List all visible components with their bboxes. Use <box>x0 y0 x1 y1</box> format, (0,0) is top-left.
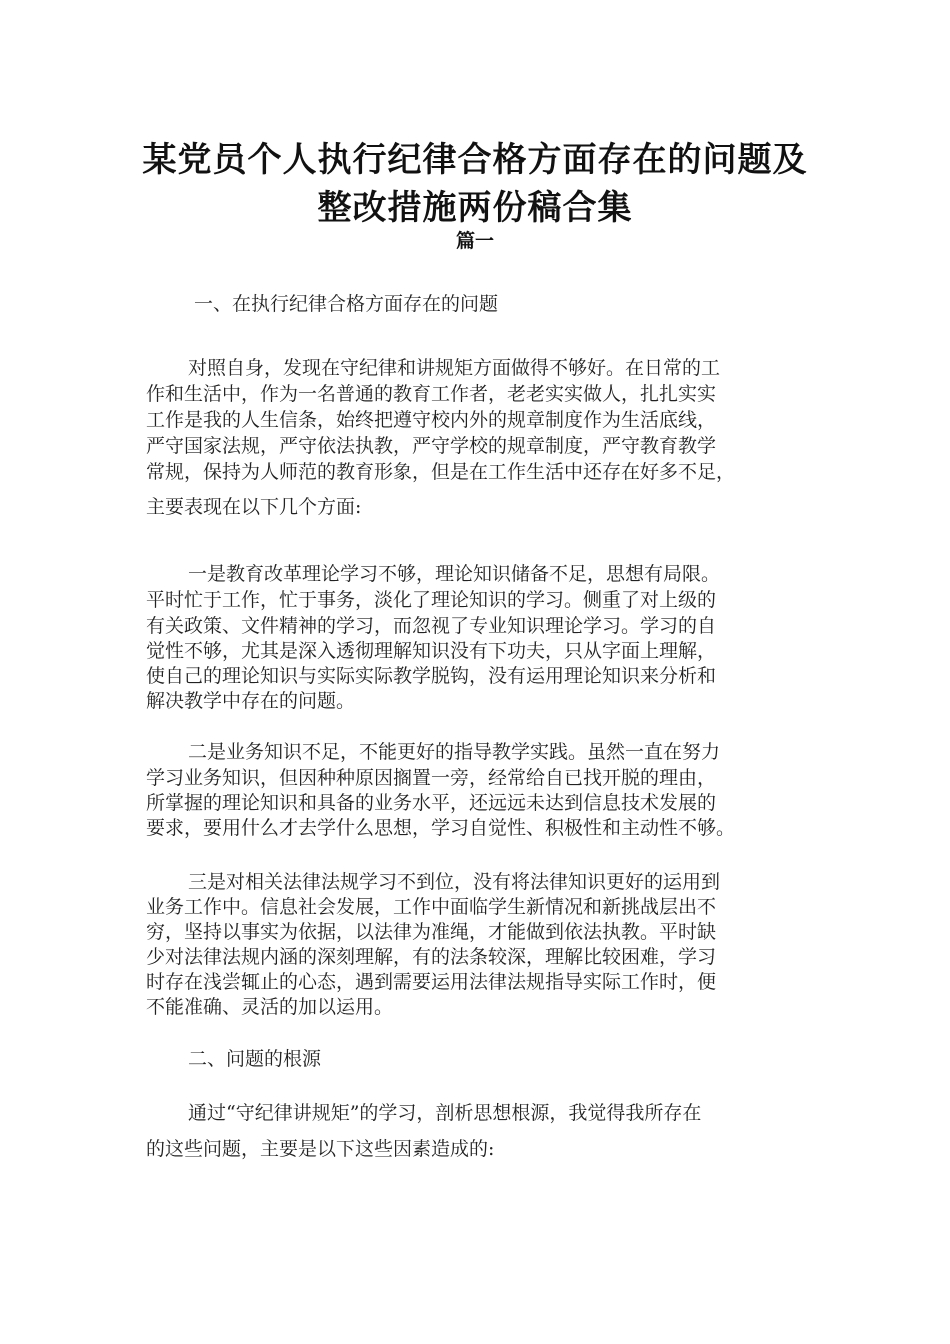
document-title-line-2: 整改措施两份稿合集 <box>317 188 633 228</box>
paragraph-2-line: 有关政策、文件精神的学习，而忽视了专业知识理论学习。学习的自 <box>146 615 717 637</box>
paragraph-3-line: 二是业务知识不足，不能更好的指导教学实践。虽然一直在努力 <box>188 741 721 763</box>
paragraph-1-line: 作和生活中，作为一名普通的教育工作者，老老实实做人，扎扎实实 <box>146 383 717 405</box>
section-2-heading: 二、问题的根源 <box>188 1048 322 1070</box>
paragraph-2-line: 一是教育改革理论学习不够，理论知识储备不足，思想有局限。 <box>188 563 721 585</box>
paragraph-5-line: 的这些问题，主要是以下这些因素造成的: <box>146 1138 495 1160</box>
paragraph-1-line: 工作是我的人生信条，始终把遵守校内外的规章制度作为生活底线， <box>146 409 717 431</box>
paragraph-1-line: 常规，保持为人师范的教育形象，但是在工作生活中还存在好多不足， <box>146 461 736 483</box>
paragraph-2-line: 解决教学中存在的问题。 <box>146 690 356 712</box>
document-title-line-1: 某党员个人执行纪律合格方面存在的问题及 <box>142 140 808 180</box>
paragraph-4-line: 穷，坚持以事实为依据，以法律为准绳，才能做到依法执教。平时缺 <box>146 921 717 943</box>
paragraph-1-line: 对照自身，发现在守纪律和讲规矩方面做得不够好。在日常的工 <box>188 357 721 379</box>
paragraph-4-line: 三是对相关法律法规学习不到位，没有将法律知识更好的运用到 <box>188 871 721 893</box>
paragraph-3-line: 所掌握的理论知识和具备的业务水平，还远远未达到信息技术发展的 <box>146 792 717 814</box>
paragraph-4-line: 业务工作中。信息社会发展，工作中面临学生新情况和新挑战层出不 <box>146 896 717 918</box>
paragraph-2-line: 使自己的理论知识与实际实际教学脱钩，没有运用理论知识来分析和 <box>146 665 717 687</box>
paragraph-2-line: 觉性不够，尤其是深入透彻理解知识没有下功夫，只从字面上理解， <box>146 640 717 662</box>
paragraph-3-line: 学习业务知识，但因种种原因搁置一旁，经常给自已找开脱的理由， <box>146 767 717 789</box>
paragraph-1-line: 严守国家法规，严守依法执教，严守学校的规章制度，严守教育教学 <box>146 435 717 457</box>
paragraph-4-line: 不能准确、灵活的加以运用。 <box>146 996 394 1018</box>
paragraph-4-line: 少对法律法规内涵的深刻理解，有的法条较深，理解比较困难，学习 <box>146 946 717 968</box>
paragraph-4-line: 时存在浅尝辄止的心态，遇到需要运用法律法规指导实际工作时，便 <box>146 971 717 993</box>
paragraph-1-line: 主要表现在以下几个方面: <box>146 496 362 518</box>
paragraph-5-line: 通过“守纪律讲规矩”的学习，剖析思想根源，我觉得我所存在 <box>188 1102 702 1124</box>
section-1-heading: 一、在执行纪律合格方面存在的问题 <box>194 293 499 315</box>
document-subtitle: 篇一 <box>455 230 494 252</box>
paragraph-3-line: 要求，要用什么才去学什么思想，学习自觉性、积极性和主动性不够。 <box>146 817 736 839</box>
paragraph-2-line: 平时忙于工作，忙于事务，淡化了理论知识的学习。侧重了对上级的 <box>146 589 717 611</box>
